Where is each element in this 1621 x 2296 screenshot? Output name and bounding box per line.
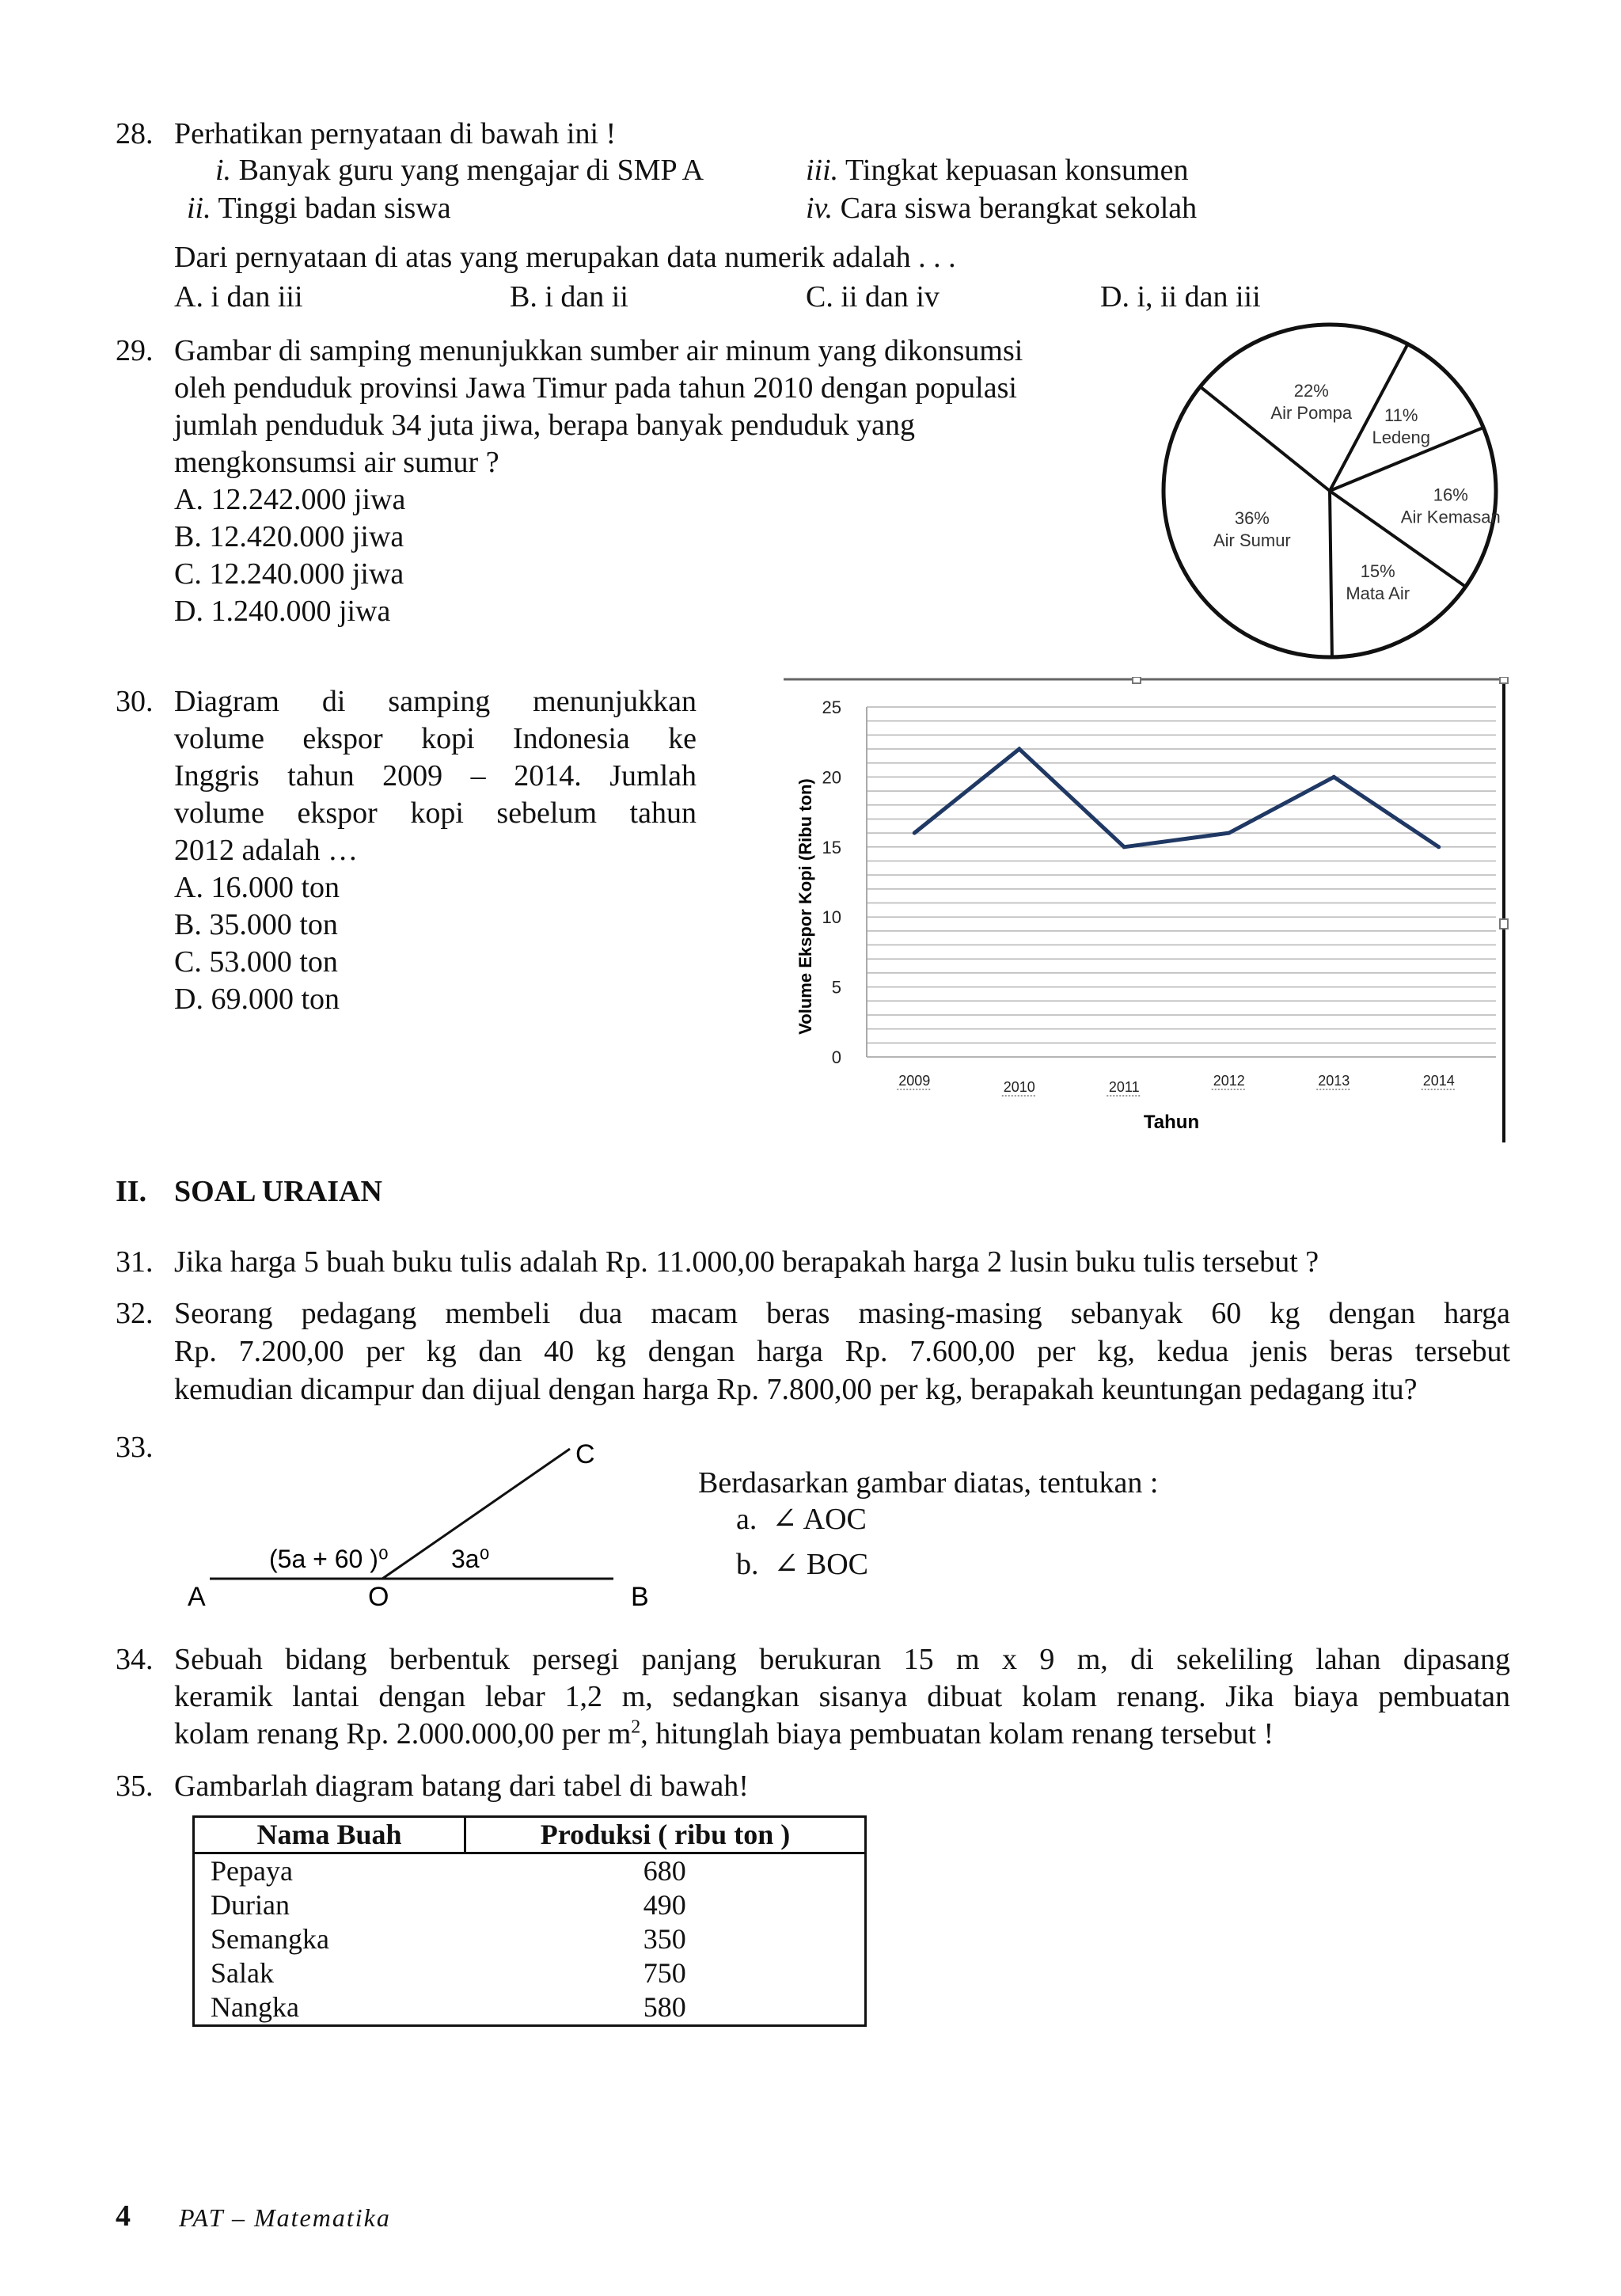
table-row (194, 1990, 866, 2026)
q28-item-iv: iv. Cara siswa berangkat sekolah (806, 192, 1198, 225)
y-tick-label: 5 (831, 977, 841, 998)
fruit-production: 680 (643, 1855, 686, 1887)
y-axis-label: Volume Ekspor Kopi (Ribu ton) (795, 778, 815, 1035)
q32-line-3: kemudian dicampur dan dijual dengan harga Rp. 7.800,00 per kg, berapakah keuntungan pedagang itu? (174, 1373, 1418, 1406)
y-tick-label: 10 (822, 907, 841, 928)
angle-boc-label: 3a⁰ (451, 1545, 490, 1573)
y-tick-label: 25 (822, 698, 841, 717)
q33-part-b: b. ∠ BOC (736, 1548, 868, 1581)
line-chart (780, 677, 1532, 1144)
q30-line-2: volume ekspor kopi Indonesia ke (174, 722, 697, 755)
chart-resize-handle-right (1500, 919, 1508, 929)
x-tick-label: 2014 (1422, 1073, 1455, 1089)
q30-option-a: A. 16.000 ton (174, 871, 340, 904)
label-o: O (368, 1582, 389, 1612)
q31-number: 31. (116, 1245, 154, 1279)
pie-category-label: Mata Air (1346, 584, 1410, 604)
q34-number: 34. (116, 1643, 154, 1676)
fruit-name: Nangka (211, 1991, 299, 2023)
page-number: 4 (116, 2199, 131, 2233)
footer-subject: PAT – Matematika (179, 2203, 391, 2232)
q29-line-3: jumlah penduduk 34 juta jiwa, berapa banyak penduduk yang (174, 409, 916, 442)
q33-number: 33. (116, 1431, 154, 1464)
q30-line-5: 2012 adalah … (174, 834, 359, 867)
q28-prompt: Perhatikan pernyataan di bawah ini ! (174, 117, 617, 150)
q28-number: 28. (116, 117, 154, 150)
series-line (914, 749, 1439, 847)
q30-option-b: B. 35.000 ton (174, 908, 338, 941)
q29-option-d: D. 1.240.000 jiwa (174, 595, 391, 628)
q34-line-3: kolam renang Rp. 2.000.000,00 per $m^2$, hitunglah biaya pembuatan kolam renang tersebut ! (174, 1716, 1274, 1751)
data-point-2014 (1437, 845, 1441, 849)
data-point-2009 (913, 831, 917, 835)
fruit-production: 580 (643, 1991, 686, 2023)
q28-option-a: A. i dan iii (174, 280, 303, 314)
q35-number: 35. (116, 1770, 154, 1803)
chart-resize-handle-corner (1500, 677, 1508, 683)
q33-part-a: a. ∠ AOC (736, 1503, 867, 1536)
q28-item-i: i. Banyak guru yang mengajar di SMP A (215, 154, 704, 187)
q30-line-4: volume ekspor kopi sebelum tahun (174, 796, 697, 830)
q34-line-2: keramik lantai dengan lebar 1,2 m, sedangkan sisanya dibuat kolam renang. Jika biaya pembuatan (174, 1680, 1510, 1713)
x-tick-label: 2013 (1318, 1073, 1350, 1089)
fruit-production: 490 (643, 1889, 686, 1921)
fruit-production-table (192, 1815, 867, 2027)
pie-chart (1156, 317, 1504, 665)
q29-line-2: oleh penduduk provinsi Jawa Timur pada tahun 2010 dengan populasi (174, 371, 1017, 405)
q28-item-iii: iii. Tingkat kepuasan konsumen (806, 154, 1189, 187)
q29-option-c: C. 12.240.000 jiwa (174, 557, 404, 591)
q28-option-b: B. i dan ii (510, 280, 628, 314)
table-row (194, 1888, 866, 1922)
y-tick-label: 20 (822, 767, 841, 788)
pie-category-label: Ledeng (1372, 428, 1430, 448)
data-point-2012 (1227, 831, 1231, 835)
chart-resize-handle-top (1133, 677, 1141, 683)
q30-line-3: Inggris tahun 2009 – 2014. Jumlah (174, 759, 697, 793)
q29-option-b: B. 12.420.000 jiwa (174, 520, 404, 553)
pie-value-label: 16% (1433, 485, 1468, 505)
data-point-2010 (1017, 747, 1021, 751)
fruit-name: Durian (211, 1889, 290, 1921)
q30-number: 30. (116, 685, 154, 718)
fruit-production: 750 (643, 1957, 686, 1989)
q30-line-1: Diagram di samping menunjukkan (174, 685, 697, 718)
fruit-production: 350 (643, 1923, 686, 1955)
angle-aoc-label: (5a + 60 )⁰ (269, 1545, 389, 1573)
pie-value-label: 15% (1360, 561, 1395, 582)
table-row (194, 1956, 866, 1990)
q31-text: Jika harga 5 buah buku tulis adalah Rp. 11.000,00 berapakah harga 2 lusin buku tulis tersebut ? (174, 1245, 1319, 1279)
angle-figure (170, 1425, 677, 1615)
q28-item-ii: ii. Tinggi badan siswa (187, 192, 451, 225)
section-number: II. (116, 1175, 147, 1208)
x-tick-label: 2012 (1213, 1073, 1245, 1089)
pie-value-label: 36% (1234, 507, 1270, 528)
x-tick-label: 2009 (898, 1073, 931, 1089)
q30-option-c: C. 53.000 ton (174, 945, 338, 979)
table-row (194, 1853, 866, 1889)
q32-line-2: Rp. 7.200,00 per kg dan 40 kg dengan harga Rp. 7.600,00 per kg, kedua jenis beras tersebut (174, 1335, 1510, 1368)
fruit-name: Pepaya (211, 1855, 293, 1887)
pie-value-label: 22% (1293, 380, 1329, 401)
label-c: C (575, 1439, 595, 1469)
x-axis-label: Tahun (1143, 1112, 1200, 1133)
fruit-name: Semangka (211, 1923, 329, 1955)
q30-option-d: D. 69.000 ton (174, 983, 340, 1016)
label-b: B (631, 1582, 649, 1612)
section-title: SOAL URAIAN (174, 1175, 382, 1208)
y-tick-label: 15 (822, 837, 841, 857)
q29-line-1: Gambar di samping menunjukkan sumber air minum yang dikonsumsi (174, 334, 1023, 367)
q32-line-1: Seorang pedagang membeli dua macam beras masing-masing sebanyak 60 kg dengan harga (174, 1297, 1510, 1330)
pie-category-label: Air Pompa (1270, 402, 1353, 423)
q34-line-1: Sebuah bidang berbentuk persegi panjang berukuran 15 m x 9 m, di sekeliling lahan dipasang (174, 1643, 1510, 1676)
q29-option-a: A. 12.242.000 jiwa (174, 483, 406, 516)
q29-number: 29. (116, 334, 154, 367)
fruit-name: Salak (211, 1957, 274, 1989)
pie-value-label: 11% (1384, 405, 1418, 426)
x-tick-label: 2011 (1108, 1079, 1140, 1095)
x-tick-label: 2010 (1003, 1079, 1035, 1095)
q32-number: 32. (116, 1297, 154, 1330)
q33-instruction: Berdasarkan gambar diatas, tentukan : (698, 1466, 1159, 1500)
q28-option-c: C. ii dan iv (806, 280, 940, 314)
data-point-2011 (1122, 845, 1126, 849)
data-point-2013 (1332, 775, 1336, 779)
y-tick-label: 0 (831, 1047, 841, 1067)
table-header-name: Nama Buah (194, 1817, 465, 1853)
q28-option-d: D. i, ii dan iii (1100, 280, 1261, 314)
table-header-production: Produksi ( ribu ton ) (465, 1817, 866, 1853)
label-a: A (188, 1582, 206, 1612)
table-row (194, 1922, 866, 1956)
q35-text: Gambarlah diagram batang dari tabel di bawah! (174, 1770, 749, 1803)
pie-category-label: Air Kemasan (1400, 507, 1501, 527)
q28-question: Dari pernyataan di atas yang merupakan data numerik adalah . . . (174, 241, 956, 274)
pie-category-label: Air Sumur (1213, 530, 1291, 550)
q29-line-4: mengkonsumsi air sumur ? (174, 446, 499, 479)
